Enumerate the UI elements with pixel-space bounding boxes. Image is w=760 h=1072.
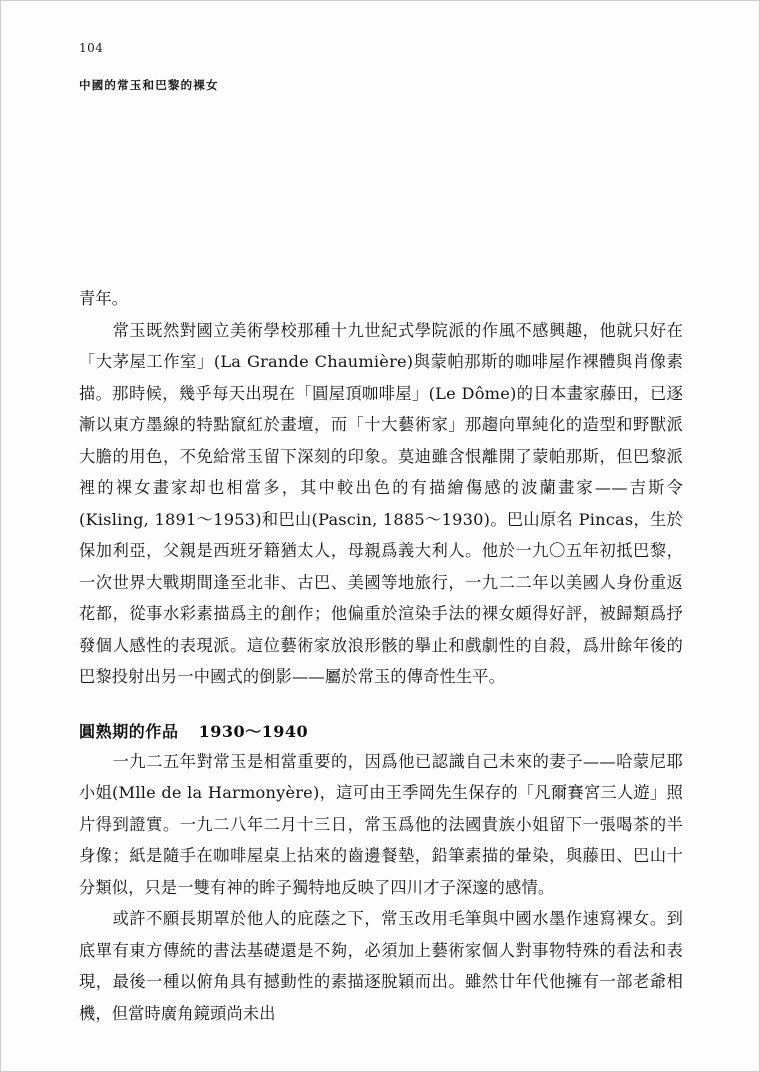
page-number: 104: [79, 41, 104, 55]
body-text: [79, 283, 683, 1029]
paragraph-3: 一九二五年對常玉是相當重要的，因爲他已認識自己未來的妻子——哈蒙尼耶小姐(Mlle de la Harmonyère)，這可由王季岡先生保存的「凡爾賽宮三人遊」照片得到證實。一九二八年二月十三日，常玉爲他的法國貴族小姐留下一張喝茶的半身像；紙是隨手在咖啡屋桌上拈來的齒邊餐墊，鉛筆素描的暈染，與藤田、巴山十分類似，只是一雙有神的眸子獨特地反映了四川才子深邃的感情。: [79, 751, 683, 897]
section-heading-years: 1930～1940: [198, 721, 309, 741]
paragraph-2: 常玉既然對國立美術學校那種十九世紀式學院派的作風不感興趣，他就只好在「大茅屋工作室」(La Grande Chaumière)與蒙帕那斯的咖啡屋作裸體與肖像素描。那時候，幾乎每天出現在「圓屋頂咖啡屋」(Le Dôme)的日本畫家藤田，已逐漸以東方墨線的特點竄紅於畫壇，而「十大藝術家」那趨向單純化的造型和野獸派大膽的用色，不免給常玉留下深刻的印象。莫迪雖含恨離開了蒙帕那斯，但巴黎派裡的裸女畫家却也相當多，其中較出色的有描繪傷感的波蘭畫家——吉斯令(Kisling, 1891～1953)和巴山(Pascin, 1885～1930)。巴山原名 Pincas，生於保加利亞，父親是西班牙籍猶太人，母親爲義大利人。他於一九〇五年初抵巴黎，一次世界大戰期間逢至北非、古巴、美國等地旅行，一九二二年以美國人身份重返花都，從事水彩素描爲主的創作；他偏重於渲染手法的裸女頗得好評，被歸類爲抒發個人感性的表現派。這位藝術家放浪形骸的擧止和戲劇性的自殺，爲卅餘年後的巴黎投射出另一中國式的倒影——屬於常玉的傳奇性生平。: [79, 320, 683, 686]
page-content: [79, 41, 683, 1029]
section-heading-title: 圓熟期的作品: [79, 721, 179, 741]
running-head: 中國的常玉和巴黎的裸女: [79, 78, 219, 92]
paragraph-1: 青年。: [79, 289, 129, 308]
paragraph-4: 或許不願長期罩於他人的庇蔭之下，常玉改用毛筆與中國水墨作速寫裸女。到底單有東方傳統的書法基礎還是不夠，必須加上藝術家個人對事物特殊的看法和表現，最後一種以俯角具有撼動性的素描逐脫穎而出。雖然廿年代他擁有一部老爺相機，但當時廣角鏡頭尚未出: [79, 909, 683, 1023]
section-heading: [79, 719, 683, 742]
